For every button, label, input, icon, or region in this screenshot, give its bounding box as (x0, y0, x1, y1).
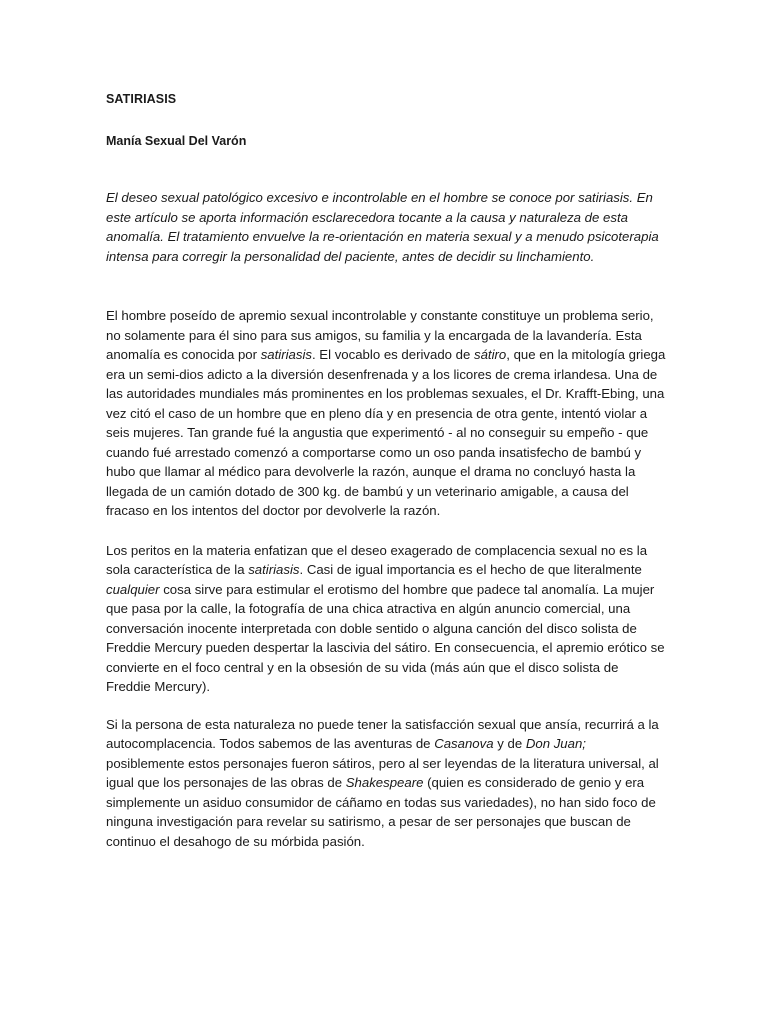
text-span: posiblemente estos personajes fueron sátiros, pero al ser leyendas de la literatura universal, al igual que los personajes de las obras de (106, 755, 659, 790)
text-span: El hombre poseído de apremio sexual incontrolable y constante constituye un problema serio, no solamente para él sino para sus amigos, su familia y la encargada de la lavandería. Esta anomalía es conocida por (106, 308, 654, 362)
text-span: , que en la mitología griega era un semi-dios adicto a la diversión desenfrenada y a los licores de crema irlandesa. Una de las autoridades mundiales más prominentes en los problemas sexuales, el Dr. Krafft-Ebing, una vez citó el caso de un hombre que en pleno día y en presencia de otra gente, intentó violar a seis mujeres. Tan grande fué la angustia que experimentó - al no conseguir su empeño - que cuando fué arrestado comenzó a comportarse como un oso panda insatisfecho de bambú y hubo que llamar al médico para devolverle la razón, aunque el drama no concluyó hasta la llegada de un camión dotado de 300 kg. de bambú y un veterinario amigable, a causa del fracaso en los intentos del doctor por devolverle la razón. (106, 347, 666, 518)
text-span: y de (493, 736, 526, 751)
emphasis-casanova: Casanova (434, 736, 494, 751)
emphasis-satiriasis: satiriasis (260, 347, 312, 362)
body-paragraph-3 (106, 715, 666, 852)
document-title: SATIRIASIS (106, 92, 177, 106)
emphasis-don-juan: Don Juan; (525, 736, 586, 751)
emphasis-satiriasis: satiriasis (248, 562, 300, 577)
document-page (106, 90, 666, 851)
text-span: Los peritos en la materia enfatizan que el deseo exagerado de complacencia sexual no es la sola característica de la (106, 542, 648, 577)
text-span: . El vocablo es derivado de (311, 347, 474, 362)
document-subtitle: Manía Sexual Del Varón (106, 133, 247, 148)
emphasis-cualquier: cualquier (106, 581, 160, 597)
body-paragraph-1 (106, 306, 666, 521)
text-span: Si la persona de esta naturaleza no puede tener la satisfacción sexual que ansía, recurrirá a la autocomplacencia. Todos sabemos de las aventuras de (106, 716, 659, 751)
text-span: . Casi de igual importancia es el hecho de que literalmente (299, 562, 642, 577)
abstract-paragraph: El deseo sexual patológico excesivo e incontrolable en el hombre se conoce por satiriasis. En este artículo se aporta información esclarecedora tocante a la causa y naturaleza de esta anomalía. El tratamiento envuelve la re-orientación en materia sexual y a menudo psicoterapia intensa para corregir la personalidad del paciente, antes de decidir su linchamiento. (106, 190, 659, 264)
emphasis-shakespeare: Shakespeare (345, 775, 424, 790)
text-span: (quien es considerado de genio y era simplemente un asiduo consumidor de cáñamo en todas sus variedades), no han sido foco de ninguna investigación para revelar su satirismo, a pesar de ser personajes que buscan de continuo el desahogo de su mórbida pasión. (106, 775, 656, 849)
emphasis-satiro: sátiro (474, 347, 507, 362)
body-paragraph-2 (106, 541, 666, 697)
text-span: cosa sirve para estimular el erotismo del hombre que padece tal anomalía. La mujer que pasa por la calle, la fotografía de una chica atractiva en algún anuncio comercial, una conversación inocente interpretada con doble sentido o alguna canción del disco solista de Freddie Mercury pueden despertar la lascivia del sátiro. En consecuencia, el apremio erótico se convierte en el foco central y en la obsesión de su vida (más aún que el disco solista de Freddie Mercury). (106, 581, 665, 694)
